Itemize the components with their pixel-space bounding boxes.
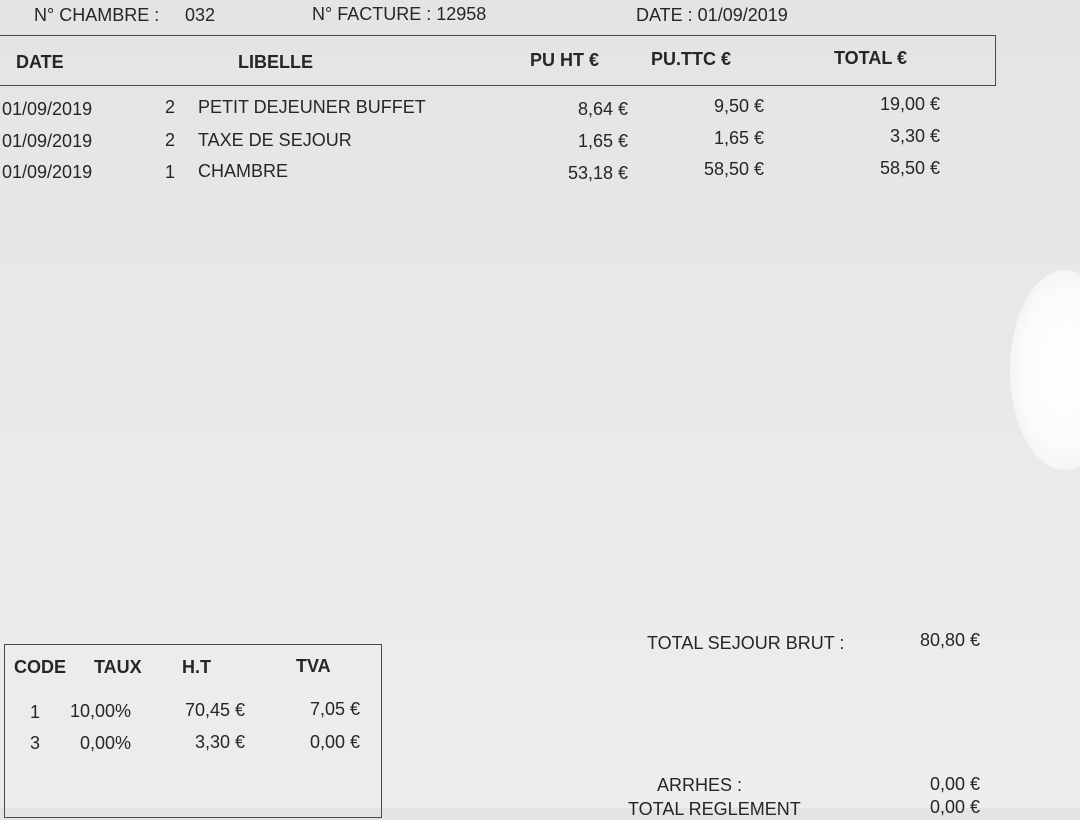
row-label: CHAMBRE: [198, 161, 289, 181]
column-header-total: TOTAL €: [834, 48, 908, 68]
vat-ht: 70,45 €: [184, 700, 245, 720]
invoice-number: N° FACTURE : 12958: [312, 4, 487, 24]
deposit-value: 0,00 €: [929, 774, 980, 794]
row-pu-ttc: 9,50 €: [713, 96, 764, 116]
vat-column-ht: H.T: [182, 657, 211, 677]
paper-glare: [1010, 270, 1080, 470]
row-label: PETIT DEJEUNER BUFFET: [198, 97, 426, 117]
row-quantity: 1: [165, 162, 176, 182]
row-date: 01/09/2019: [2, 131, 93, 151]
row-pu-ttc: 58,50 €: [703, 159, 764, 179]
row-quantity: 2: [165, 130, 176, 150]
total-gross-value: 80,80 €: [919, 630, 980, 650]
row-pu-ht: 8,64 €: [577, 99, 628, 119]
invoice-date: DATE : 01/09/2019: [636, 5, 788, 25]
vat-column-tva: TVA: [296, 656, 331, 676]
vat-column-code: CODE: [14, 657, 67, 677]
vat-code: 1: [30, 702, 41, 722]
room-label: N° CHAMBRE :: [34, 5, 160, 25]
vat-column-rate: TAUX: [94, 657, 142, 677]
row-label: TAXE DE SEJOUR: [198, 130, 352, 150]
row-quantity: 2: [165, 97, 176, 117]
column-header-libelle: LIBELLE: [238, 52, 313, 72]
total-gross-label: TOTAL SEJOUR BRUT :: [647, 633, 845, 653]
vat-amount: 7,05 €: [309, 699, 360, 719]
row-pu-ht: 1,65 €: [577, 131, 628, 151]
row-total: 58,50 €: [879, 158, 940, 178]
row-date: 01/09/2019: [2, 162, 93, 182]
deposit-label: ARRHES :: [657, 775, 743, 795]
payment-label: TOTAL REGLEMENT: [628, 799, 801, 819]
column-header-date: DATE: [16, 52, 64, 72]
row-total: 19,00 €: [879, 94, 940, 114]
row-pu-ttc: 1,65 €: [713, 128, 764, 148]
row-total: 3,30 €: [889, 126, 940, 146]
payment-value: 0,00 €: [929, 797, 980, 817]
vat-rate: 0,00%: [80, 733, 132, 753]
vat-rate: 10,00%: [70, 701, 132, 721]
vat-ht: 3,30 €: [194, 732, 245, 752]
column-header-pu-ttc: PU.TTC €: [651, 49, 732, 69]
column-header-pu-ht: PU HT €: [530, 50, 600, 70]
row-pu-ht: 53,18 €: [567, 163, 628, 183]
vat-amount: 0,00 €: [309, 732, 360, 752]
vat-code: 3: [30, 733, 41, 753]
row-date: 01/09/2019: [2, 99, 93, 119]
room-number: 032: [185, 5, 216, 25]
